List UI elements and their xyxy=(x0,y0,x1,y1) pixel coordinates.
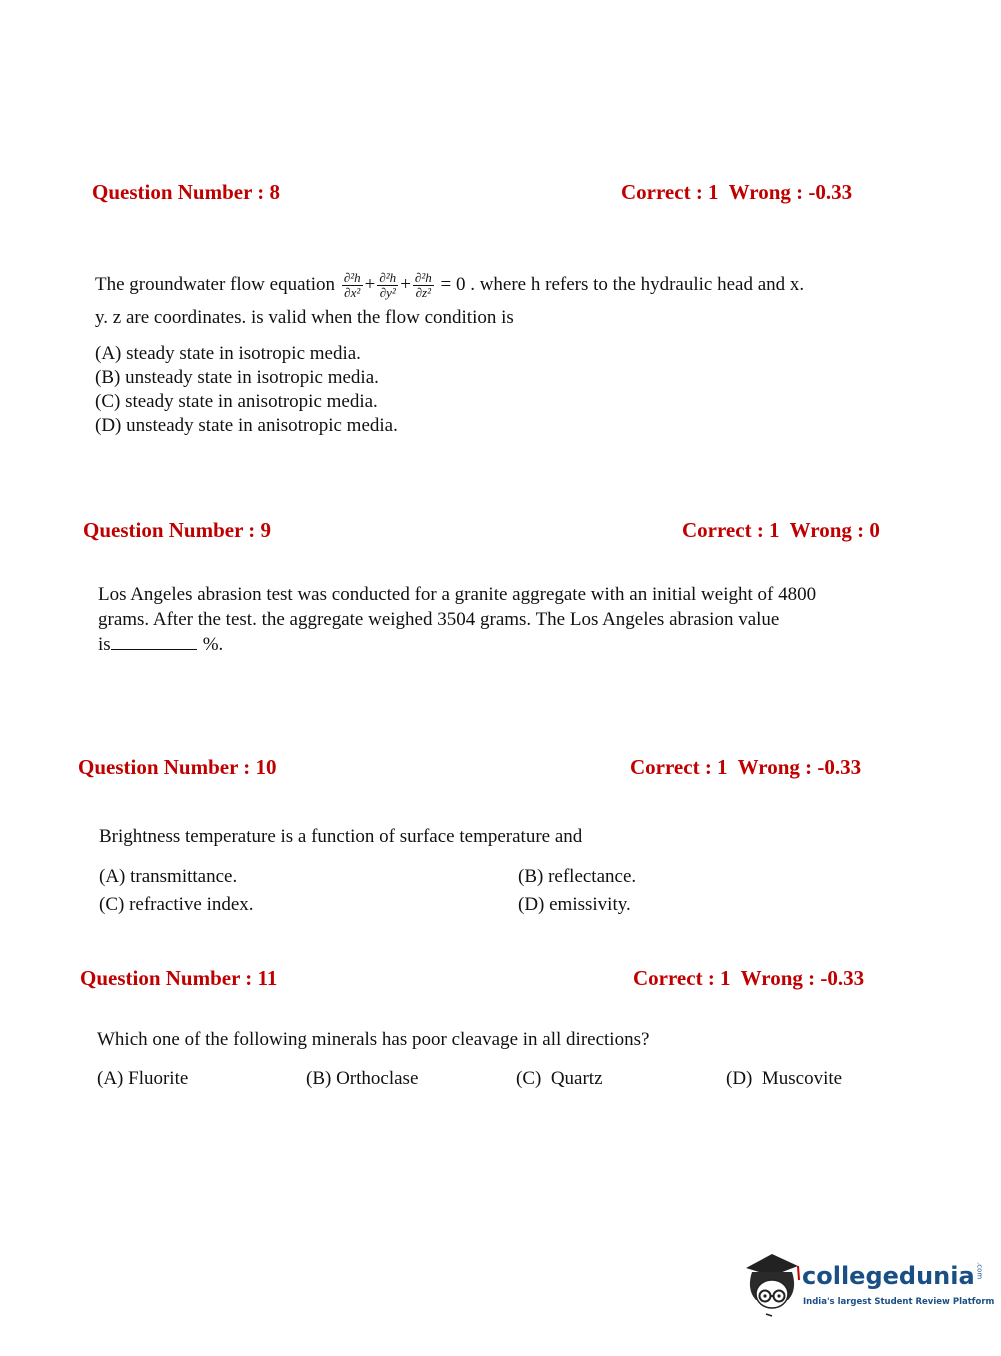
q8-stem-before: The groundwater flow equation xyxy=(95,274,336,295)
q10-option-b: (B) reflectance. xyxy=(518,866,637,887)
q8-stem-line1: The groundwater flow equation $\frac{\text{∂²h}}{\text{∂x²}}$ + $\frac{\text{∂²h}}{\text{∂y²}}$ + $\frac{\text{∂²h}}{\text{∂z²}}$ = 0 . where h refers to the hydraulic head and x. xyxy=(95,270,805,301)
answer-blank xyxy=(111,635,197,650)
collegedunia-logo xyxy=(742,1250,995,1320)
q10-option-c: (C) refractive index. xyxy=(99,894,254,915)
q11-stem: Which one of the following minerals has poor cleavage in all directions? xyxy=(97,1029,650,1050)
q10-header: Question Number : 10 xyxy=(78,755,277,779)
q11-header: Question Number : 11 xyxy=(80,966,278,990)
eq-rhs: = 0 xyxy=(440,274,466,295)
q10-stem: Brightness temperature is a function of surface temperature and xyxy=(99,826,583,847)
q8-option-a: (A) steady state in isotropic media. xyxy=(95,343,361,364)
q9-marks: Correct : 1 Wrong : 0 xyxy=(682,518,880,542)
q8-stem-line2: y. z are coordinates. is valid when the flow condition is xyxy=(95,307,514,328)
q8-marks: Correct : 1 Wrong : -0.33 xyxy=(621,180,853,204)
q8-stem-after: . where h refers to the hydraulic head and x. xyxy=(470,274,805,295)
q8-option-d: (D) unsteady state in anisotropic media. xyxy=(95,415,398,436)
student-mascot-icon xyxy=(742,1250,802,1320)
q10-option-a: (A) transmittance. xyxy=(99,866,238,887)
q8-option-b: (B) unsteady state in isotropic media. xyxy=(95,367,379,388)
q9-stem-line2: grams. After the test. the aggregate weighed 3504 grams. The Los Angeles abrasion value xyxy=(98,609,780,630)
q8-option-c: (C) steady state in anisotropic media. xyxy=(95,391,378,412)
logo-tagline: India's largest Student Review Platform xyxy=(803,1297,995,1307)
q10-marks: Correct : 1 Wrong : -0.33 xyxy=(630,755,862,779)
q9-stem-line1: Los Angeles abrasion test was conducted for a granite aggregate with an initial weight of 4800 xyxy=(98,584,817,605)
q8-header: Question Number : 8 xyxy=(92,180,281,204)
q11-option-c: (C) Quartz xyxy=(516,1068,603,1089)
q11-option-a: (A) Fluorite xyxy=(97,1068,189,1089)
q11-option-b: (B) Orthoclase xyxy=(306,1068,419,1089)
q11-marks: Correct : 1 Wrong : -0.33 xyxy=(633,966,865,990)
q9-stem-line3: is %. xyxy=(98,634,224,655)
q10-option-d: (D) emissivity. xyxy=(518,894,631,915)
q9-header: Question Number : 9 xyxy=(83,518,272,542)
eq-term-z: $\frac{\text{∂²h}}{\text{∂z²}}$ xyxy=(414,270,432,301)
q11-option-d: (D) Muscovite xyxy=(726,1068,843,1089)
eq-term-y: $\frac{\text{∂²h}}{\text{∂y²}}$ xyxy=(379,270,397,301)
eq-term-x: $\frac{\text{∂²h}}{\text{∂x²}}$ xyxy=(343,270,361,301)
logo-wordmark: collegedunia.com xyxy=(802,1262,984,1290)
